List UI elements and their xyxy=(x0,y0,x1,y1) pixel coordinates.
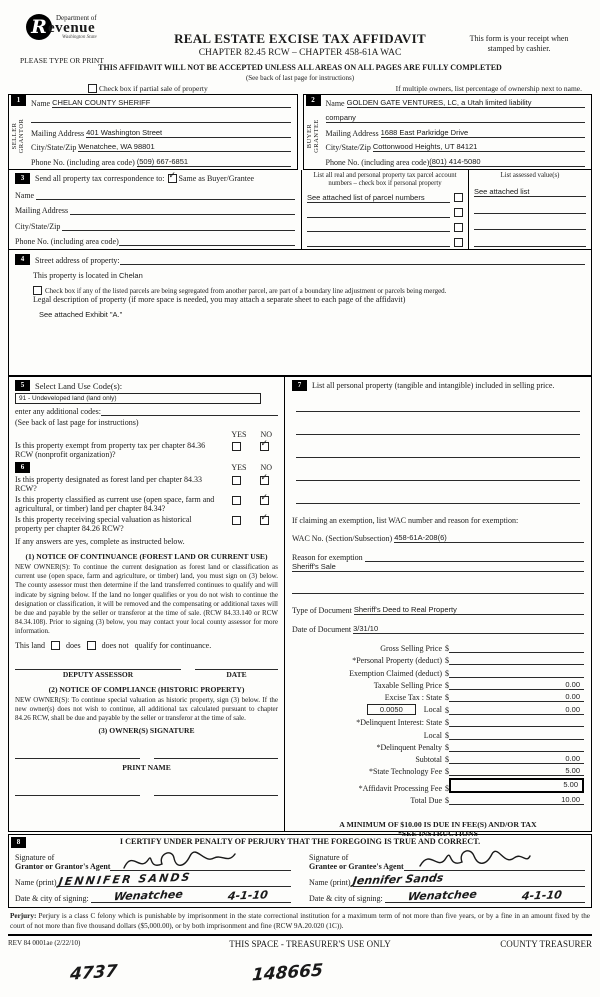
buyer-phone-value[interactable]: (801) 414-5080 xyxy=(429,157,585,167)
fee-row-gross: Gross Selling Price $ xyxy=(292,643,584,653)
sec5-yes-header: YES xyxy=(231,430,247,439)
historic-yes-checkbox[interactable] xyxy=(232,516,241,525)
grantee-sig-label1: Signature of xyxy=(309,853,349,862)
same-as-buyer-checkbox[interactable]: ✓ xyxy=(168,171,177,181)
type-or-print-note: PLEASE TYPE OR PRINT xyxy=(20,56,104,65)
legal-description-value[interactable]: See attached Exhibit "A." xyxy=(39,310,123,319)
fee-row-taxable: Taxable Selling Price $ 0.00 xyxy=(292,680,584,690)
seller-address-label: Mailing Address xyxy=(31,128,85,138)
form-footer xyxy=(8,934,592,949)
logo-state-text: Washington State xyxy=(62,35,97,40)
sec6-yes-header: YES xyxy=(231,463,247,472)
logo-wordmark: evenue xyxy=(48,20,96,36)
fee-row-delinq-local: Local $ xyxy=(292,730,584,740)
treasurer-space-label: THIS SPACE - TREASURER'S USE ONLY xyxy=(229,939,391,949)
grantor-sig-label1: Signature of xyxy=(15,853,55,862)
section3-badge: 3 xyxy=(15,173,30,184)
partial-sale-label: Check box if partial sale of property xyxy=(99,84,208,93)
processing-fee-field[interactable]: 5.00 xyxy=(449,778,584,793)
does-label: does xyxy=(66,640,81,650)
buyer-name-value[interactable]: GOLDEN GATE VENTURES, LC, a Utah limited liability xyxy=(347,98,585,108)
buyer-address-value[interactable]: 1688 East Parkridge Drive xyxy=(381,128,585,138)
buyer-csz-value[interactable]: Cottonwood Heights, UT 84121 xyxy=(373,142,585,152)
owners-signature-title: (3) OWNER(S) SIGNATURE xyxy=(98,726,195,736)
minimum-due-note: A MINIMUM OF $10.00 IS DUE IN FEE(S) AND/OR TAX xyxy=(339,819,537,829)
total-due-field[interactable]: 10.00 xyxy=(449,795,584,805)
does-not-label: does not xyxy=(101,640,129,650)
grantee-name-label: Name (print) xyxy=(309,878,351,887)
handwritten-number-center: 148665 xyxy=(251,960,324,986)
fee-row-excise-state: Excise Tax : State $ 0.00 xyxy=(292,692,584,702)
notice-compliance-title: (2) NOTICE OF COMPLIANCE (HISTORIC PROPERTY) xyxy=(48,684,245,694)
form-header xyxy=(8,6,592,94)
seller-address-value[interactable]: 401 Washington Street xyxy=(86,128,290,138)
excise-local-field[interactable]: 0.00 xyxy=(449,705,584,715)
grantee-date-field[interactable]: Wenatchee 4-1-10 xyxy=(385,889,585,903)
qualify-label: qualify for continuance. xyxy=(134,640,212,650)
corr-address-field[interactable] xyxy=(70,205,295,215)
fee-row-excise-local: 0.0050 Local $ 0.00 xyxy=(292,704,584,715)
assessed-field-4[interactable] xyxy=(474,237,586,247)
personal-deduct-field[interactable] xyxy=(449,655,584,665)
exempt-no-checkbox[interactable]: ✓ xyxy=(260,439,269,449)
fee-row-processing-fee: *Affidavit Processing Fee $ 5.00 xyxy=(292,778,584,793)
exemption-instruction: If claiming an exemption, list WAC number and reason for exemption: xyxy=(292,516,519,525)
section1-badge: 1 xyxy=(11,95,26,106)
additional-codes-field[interactable] xyxy=(101,406,278,416)
parcel-field-4[interactable] xyxy=(307,237,450,247)
sec6-no-header: NO xyxy=(260,463,272,472)
doc-type-label: Type of Document xyxy=(292,606,352,615)
revenue-logo-icon: R xyxy=(26,14,52,40)
rev-number: REV 84 0001ae (2/22/10) xyxy=(8,939,81,947)
deputy-assessor-signature-line[interactable] xyxy=(15,660,181,670)
corr-csz-label: City/State/Zip xyxy=(15,221,61,231)
form-title: REAL ESTATE EXCISE TAX AFFIDAVIT xyxy=(174,31,426,46)
assessed-value[interactable]: See attached list xyxy=(474,187,586,197)
same-as-buyer-label: Same as Buyer/Grantee xyxy=(178,174,255,183)
additional-codes-label: enter any additional codes: xyxy=(15,407,101,416)
personal-property-label: List all personal property (tangible and intangible) included in selling price. xyxy=(312,381,555,390)
county-treasurer-label: COUNTY TREASURER xyxy=(500,939,592,949)
current-use-yes-checkbox[interactable] xyxy=(232,496,241,505)
exempt-question: Is this property exempt from property tax per chapter 84.36 RCW (nonprofit organization)? xyxy=(15,441,206,459)
handwritten-number-left: 4737 xyxy=(69,961,118,985)
seller-name-line2[interactable] xyxy=(31,113,291,123)
fee-row-personal: *Personal Property (deduct) $ xyxy=(292,655,584,665)
deputy-assessor-label: DEPUTY ASSESSOR xyxy=(62,669,134,679)
buyer-address-label: Mailing Address xyxy=(325,128,379,138)
doc-date-label: Date of Document xyxy=(292,625,352,634)
parcel-checkbox-3[interactable] xyxy=(454,223,463,232)
land-use-code-field[interactable]: 91 - Undeveloped land (land only) xyxy=(15,393,261,404)
assessed-values-header: List assessed value(s) xyxy=(500,172,560,179)
buyer-name-line2[interactable]: company xyxy=(326,113,586,123)
grantor-signature[interactable] xyxy=(110,850,291,871)
section4-badge: 4 xyxy=(15,254,30,265)
reason-field[interactable] xyxy=(365,552,584,562)
buyer-section xyxy=(303,94,593,170)
exemption-deduct-field[interactable] xyxy=(449,668,584,678)
seller-csz-value[interactable]: Wenatchee, WA 98801 xyxy=(78,142,290,152)
grantor-name-field[interactable]: JENNIFER SANDS xyxy=(59,873,291,887)
reason-value[interactable]: Sheriff's Sale xyxy=(292,562,584,572)
grantee-name-field[interactable]: Jennifer Sands xyxy=(353,873,585,887)
notice-continuance-body: NEW OWNER(S): To continue the current designation as forest land or classification as current use (open space, farm and agriculture, or timber) land, you must sign on (3) below. The county assessor must then determine if the land transferred continues to qualify and will indicate by signing below. If the land no longer qualifies or you do not wish to continue the designation or classification, it will be removed and the compensating or additional taxes will be due and payable by the seller or transferor at the time of sale. (RCW 84.33.140 or RCW 84.34.108). Prior to signing (3) below, you may contact your local county assessor for more information. xyxy=(15,563,278,636)
historic-question: Is this property receiving special valuation as historical property per chapter 84.26 RCW? xyxy=(15,515,192,533)
fee-row-total: Total Due $ 10.00 xyxy=(292,795,584,805)
parcel-value[interactable]: See attached list of parcel numbers xyxy=(307,193,450,203)
assessed-field-3[interactable] xyxy=(474,220,586,230)
assessed-field-2[interactable] xyxy=(474,204,586,214)
certify-statement: I CERTIFY UNDER PENALTY OF PERJURY THAT THE FOREGOING IS TRUE AND CORRECT. xyxy=(119,837,481,846)
parcel-checkbox-2[interactable] xyxy=(454,208,463,217)
deputy-date-line[interactable] xyxy=(195,660,278,670)
parcel-field-2[interactable] xyxy=(307,208,450,218)
section7-badge: 7 xyxy=(292,380,307,391)
fee-row-exemption: Exemption Claimed (deduct) $ xyxy=(292,668,584,678)
perjury-text: Perjury is a class C felony which is punishable by imprisonment in the state correctional institution for a maximum term of not more than five years, or by a fine in an amount fixed by the court of not more than five thousand dollars ($5,000.00), or by both imprisonment and fine (RCW 9A.20.020 (1C)). xyxy=(10,912,590,930)
wac-label: WAC No. (Section/Subsection) xyxy=(292,534,393,543)
grantor-date-field[interactable]: Wenatchee 4-1-10 xyxy=(91,889,291,903)
buyer-phone-label: Phone No. (including area code) xyxy=(325,158,430,167)
segregated-checkbox[interactable] xyxy=(33,286,42,295)
partial-sale-checkbox[interactable] xyxy=(88,84,97,93)
corr-csz-field[interactable] xyxy=(62,221,295,231)
this-land-label: This land xyxy=(15,640,45,650)
land-use-column xyxy=(9,377,285,831)
exempt-yes-checkbox[interactable] xyxy=(232,442,241,451)
correspondence-section xyxy=(8,170,592,250)
seller-name-value[interactable]: CHELAN COUNTY SHERIFF xyxy=(52,98,290,108)
sec5-no-header: NO xyxy=(260,430,272,439)
personal-property-line-2[interactable] xyxy=(296,425,580,435)
street-address-label: Street address of property: xyxy=(35,256,120,265)
tech-fee-field[interactable]: 5.00 xyxy=(449,766,584,776)
if-yes-note: If any answers are yes, complete as instructed below. xyxy=(15,537,185,546)
print-name-label: PRINT NAME xyxy=(122,763,171,773)
fee-row-subtotal: Subtotal $ 0.00 xyxy=(292,754,584,764)
historic-no-checkbox[interactable]: ✓ xyxy=(260,513,269,523)
grantee-signature-block xyxy=(309,848,585,903)
section5-badge: 5 xyxy=(15,380,30,391)
personal-property-line-4[interactable] xyxy=(296,471,580,481)
legal-description-label: Legal description of property (if more space is needed, you may attach a separate sheet to each page of the affidavit) xyxy=(33,295,406,304)
grantee-sig-label2: Grantee or Grantee's Agent xyxy=(309,862,404,871)
grantor-sig-label2: Grantor or Grantor's Agent xyxy=(15,862,111,871)
multiple-owners-note: If multiple owners, list percentage of ownership next to name. xyxy=(395,84,582,93)
taxable-price-field[interactable]: 0.00 xyxy=(449,680,584,690)
personal-property-line-5[interactable] xyxy=(296,494,580,504)
seller-phone-value[interactable]: (509) 667-6851 xyxy=(137,157,291,167)
buyer-csz-label: City/State/Zip xyxy=(325,143,371,153)
local-rate-box: 0.0050 xyxy=(367,704,416,715)
print-name-line-1[interactable] xyxy=(15,786,140,796)
corr-address-label: Mailing Address xyxy=(15,206,69,215)
property-location-section xyxy=(8,250,592,376)
grantor-name-label: Name (print) xyxy=(15,878,57,887)
parcel-numbers-header: List all real and personal property tax parcel account numbers – check box if personal property xyxy=(313,172,457,187)
section2-badge: 2 xyxy=(306,95,321,106)
delinq-local-field[interactable] xyxy=(449,730,584,740)
seller-phone-label: Phone No. (including area code) xyxy=(31,158,135,167)
delinq-state-field[interactable] xyxy=(449,717,584,727)
form-subtitle: CHAPTER 82.45 RCW – CHAPTER 458-61A WAC xyxy=(198,48,402,58)
personal-property-line-3[interactable] xyxy=(296,448,580,458)
current-use-no-checkbox[interactable]: ✓ xyxy=(260,493,269,503)
parcel-checkbox-4[interactable] xyxy=(454,238,463,247)
seller-side-label: SELLER GRANTOR xyxy=(11,118,25,154)
see-back-note: (See back of last page for instructions) xyxy=(245,74,355,82)
does-checkbox[interactable] xyxy=(51,641,60,650)
located-in-label: This property is located in xyxy=(33,271,117,280)
corr-phone-field[interactable] xyxy=(119,236,295,246)
grantor-date-label: Date & city of signing: xyxy=(15,894,89,903)
forest-yes-checkbox[interactable] xyxy=(232,476,241,485)
seller-csz-label: City/State/Zip xyxy=(31,143,77,153)
deputy-date-label: DATE xyxy=(226,669,247,679)
located-in-value[interactable]: Chelan xyxy=(118,271,143,280)
grantee-signature[interactable] xyxy=(404,850,585,871)
grantee-date-label: Date & city of signing: xyxy=(309,894,383,903)
corr-phone-label: Phone No. (including area code) xyxy=(15,237,119,246)
land-use-label: Select Land Use Code(s): xyxy=(35,380,123,391)
fee-row-tech-fee: *State Technology Fee $ 5.00 xyxy=(292,766,584,776)
tax-computation-column xyxy=(285,377,591,838)
sec5-seeback-note: (See back of last page for instructions) xyxy=(15,418,139,427)
wac-value[interactable]: 458-61A-208(6) xyxy=(394,533,584,543)
reason-line-2[interactable] xyxy=(292,584,584,594)
personal-property-line-1[interactable] xyxy=(296,402,580,412)
reason-label: Reason for exemption xyxy=(292,553,363,562)
seller-section xyxy=(8,94,298,170)
excise-state-field[interactable]: 0.00 xyxy=(449,692,584,702)
does-not-checkbox[interactable] xyxy=(87,641,96,650)
segregated-label: Check box if any of the listed parcels are being segregated from another parcel, are part of a boundary line adjustment or parcels being merged. xyxy=(45,286,447,295)
gross-price-field[interactable] xyxy=(449,643,584,653)
partial-sale-row xyxy=(88,84,208,93)
perjury-notice xyxy=(8,912,592,931)
send-correspondence-label: Send all property tax correspondence to: xyxy=(35,174,165,183)
penalty-field[interactable] xyxy=(449,742,584,752)
receipt-note: This form is your receipt when stamped by cashier. xyxy=(469,34,569,53)
notice-continuance-title: (1) NOTICE OF CONTINUANCE (FOREST LAND OR CURRENT USE) xyxy=(25,552,268,561)
parcel-checkbox-1[interactable] xyxy=(454,193,463,202)
seller-name-label: Name xyxy=(31,99,51,108)
section8-badge: 8 xyxy=(11,837,26,848)
parcel-field-3[interactable] xyxy=(307,222,450,232)
print-name-line-2[interactable] xyxy=(154,786,279,796)
forest-land-question: Is this property designated as forest land per chapter 84.33 RCW? xyxy=(15,475,203,493)
subtotal-field[interactable]: 0.00 xyxy=(449,754,584,764)
owner-signature-line-2[interactable] xyxy=(154,749,279,759)
logo-dept-text: Department of xyxy=(56,14,97,22)
section6-badge: 6 xyxy=(15,462,30,473)
grantor-signature-block xyxy=(15,848,291,903)
doc-type-value[interactable]: Sheriff's Deed to Real Property xyxy=(354,605,584,615)
corr-name-label: Name xyxy=(15,190,35,200)
owner-signature-line-1[interactable] xyxy=(15,749,140,759)
current-use-question: Is this property classified as current use (open space, farm and agricultural, or timber) land per chapter 84.34? xyxy=(15,495,215,513)
certification-section xyxy=(8,834,592,908)
forest-no-checkbox[interactable]: ✓ xyxy=(260,473,269,483)
completion-warning: THIS AFFIDAVIT WILL NOT BE ACCEPTED UNLESS ALL AREAS ON ALL PAGES ARE FULLY COMPLETED xyxy=(98,63,502,72)
see-instructions-note: *SEE INSTRUCTIONS xyxy=(398,828,478,838)
doc-date-value[interactable]: 3/31/10 xyxy=(353,624,584,634)
buyer-name-label: Name xyxy=(325,99,345,108)
perjury-label: Perjury: xyxy=(10,912,37,920)
fee-row-penalty: *Delinquent Penalty $ xyxy=(292,742,584,752)
corr-name-field[interactable] xyxy=(36,190,295,200)
buyer-side-label: BUYER GRANTEE xyxy=(305,118,320,153)
street-address-field[interactable] xyxy=(120,255,585,265)
fee-row-delinq-state: *Delinquent Interest: State $ xyxy=(292,717,584,727)
notice-compliance-body: NEW OWNER(S): To continue special valuation as historic property, sign (3) below. If the new owner(s) does not wish to continue, all additional tax calculated pursuant to chapter 84.26 RCW, shall be due and payable by the seller or transferor at the time of sale. xyxy=(15,695,278,723)
